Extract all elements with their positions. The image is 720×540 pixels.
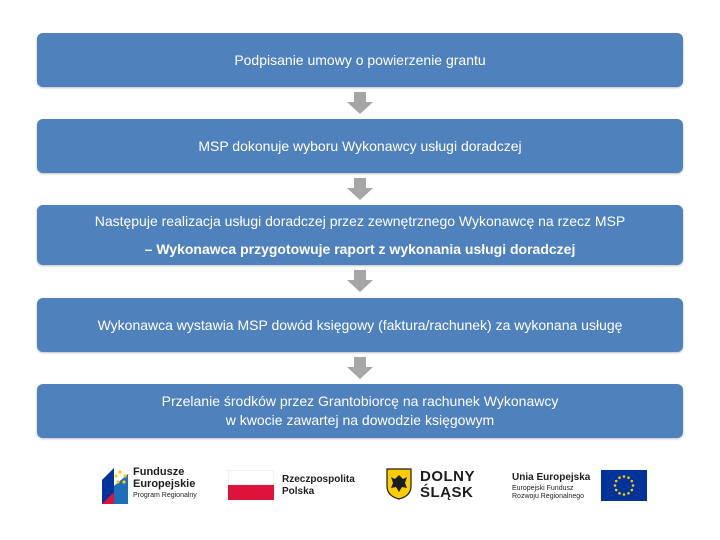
step-2-text: MSP dokonuje wyboru Wykonawcy usługi doradczej <box>198 137 522 154</box>
step-1-text: Podpisanie umowy o powierzenie grantu <box>234 51 486 68</box>
unia-europejska-logo <box>510 460 650 508</box>
step-3-text-line-2: – Wykonawca przygotowuje raport z wykonania usługi doradczej <box>144 241 576 257</box>
fe-line-1: Fundusze <box>133 466 185 478</box>
fe-line-3: Program Regionalny <box>133 492 197 499</box>
down-arrow-icon <box>347 357 373 379</box>
step-5-box <box>37 384 683 438</box>
step-1-box <box>37 33 683 87</box>
rp-line-1: Rzeczpospolita <box>282 474 355 485</box>
polish-flag-icon <box>228 470 274 500</box>
fe-emblem-icon <box>100 464 130 506</box>
ds-line-1: DOLNY <box>420 468 475 485</box>
logos-bar <box>0 460 720 510</box>
eu-flag-icon <box>601 470 647 501</box>
down-arrow-icon <box>347 270 373 292</box>
step-2-box <box>37 119 683 173</box>
fundusze-europejskie-logo <box>100 460 210 508</box>
step-3-text-line-1: Następuje realizacja usługi doradczej przez zewnętrznego Wykonawcę na rzecz MSP <box>94 213 626 229</box>
ue-line-1: Unia Europejska <box>512 472 591 483</box>
down-arrow-icon <box>347 92 373 114</box>
ds-line-2: ŚLĄSK <box>420 484 474 501</box>
step-4-text: Wykonawca wystawia MSP dowód księgowy (faktura/rachunek) za wykonana usługę <box>97 316 623 333</box>
dolny-slask-logo <box>386 460 486 508</box>
down-arrow-icon <box>347 178 373 200</box>
step-3-box <box>37 205 683 265</box>
dolny-slask-crest-icon <box>386 468 412 500</box>
rp-line-2: Polska <box>282 486 315 497</box>
ue-line-3: Rozwoju Regionalnego <box>512 493 584 500</box>
ue-line-2: Europejski Fundusz <box>512 485 574 492</box>
rzeczpospolita-polska-logo <box>228 460 363 508</box>
step-5-text-line-1: Przelanie środków przez Grantobiorcę na rachunek Wykonawcy <box>161 393 559 409</box>
step-4-box <box>37 298 683 352</box>
fe-line-2: Europejskie <box>133 478 196 490</box>
step-5-text-line-2: w kwocie zawartej na dowodzie księgowym <box>225 412 495 428</box>
